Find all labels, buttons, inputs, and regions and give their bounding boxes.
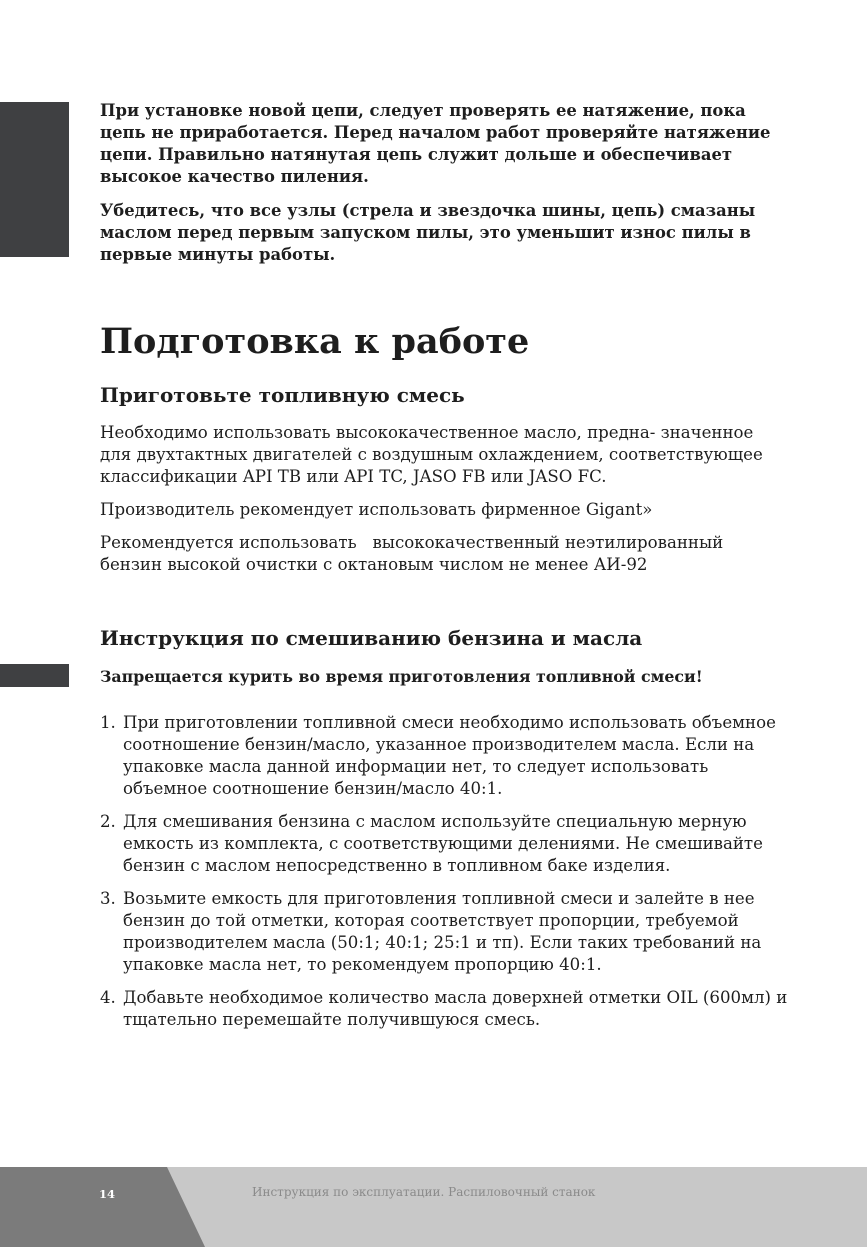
section-tab-marker xyxy=(0,102,69,257)
mixing-instructions-heading: Инструкция по смешиванию бензина и масла xyxy=(100,626,643,650)
step-text: Добавьте необходимое количество масла доверхней отметки OIL (600мл) и тщательно перемешайте получившуюся смесь. xyxy=(123,988,788,1029)
step-number: 1. xyxy=(100,713,116,732)
step-text: Для смешивания бензина с маслом используйте специальную мерную емкость из комплекта, с соответствующими делениями. Не смешивайте бензин с маслом непосредственно в топливном баке изделия. xyxy=(123,812,763,875)
manufacturer-recommendation-paragraph: Производитель рекомендует использовать фирменное Gigant» xyxy=(100,500,653,519)
fuel-mixture-heading: Приготовьте топливную смесь xyxy=(100,383,465,407)
list-item xyxy=(100,987,789,1031)
page-content xyxy=(100,100,789,1029)
step-number: 3. xyxy=(100,889,116,908)
section-tab-marker-secondary xyxy=(0,664,69,687)
intro-paragraph-chain-tension: При установке новой цепи, следует проверять ее натяжение, пока цепь не приработается. Перед началом работ проверяйте натяжение цепи. Правильно натянутая цепь служит дольше и обеспечивает высокое качество пиления. xyxy=(100,101,771,186)
list-item xyxy=(100,888,789,976)
footer-document-title: Инструкция по эксплуатации. Распиловочный станок xyxy=(252,1185,596,1199)
step-text: При приготовлении топливной смеси необходимо использовать объемное соотношение бензин/масло, указанное производителем масла. Если на упаковке масла данной информации нет, то следует использовать объемное соотношение бензин/масло 40:1. xyxy=(123,713,776,798)
page-footer xyxy=(0,1167,867,1247)
list-item xyxy=(100,811,789,877)
step-number: 4. xyxy=(100,988,116,1007)
step-number: 2. xyxy=(100,812,116,831)
fuel-mixture-section xyxy=(100,382,789,576)
page-title: Подготовка к работе xyxy=(100,321,530,362)
step-text: Возьмите емкость для приготовления топливной смеси и залейте в нее бензин до той отметки, которая соответствует пропорции, требуемой производителем масла (50:1; 40:1; 25:1 и тп). Если таких требований на упаковке масла нет, то рекомендуем пропорцию 40:1. xyxy=(123,889,762,974)
mixing-instructions-section xyxy=(100,625,789,1042)
gasoline-recommendation-paragraph: Рекомендуется использовать высококачественный неэтилированный бензин высокой очистки с октановым числом не менее АИ-92 xyxy=(100,533,729,574)
no-smoking-warning: Запрещается курить во время приготовления топливной смеси! xyxy=(100,667,703,686)
list-item xyxy=(100,712,789,800)
intro-paragraph-lubrication: Убедитесь, что все узлы (стрела и звездочка шины, цепь) смазаны маслом перед первым запуском пилы, это уменьшит износ пилы в первые минуты работы. xyxy=(100,201,756,264)
footer-accent-band xyxy=(0,1167,205,1247)
oil-requirements-paragraph: Необходимо использовать высококачественное масло, предна- значенное для двухтактных двигателей с воздушным охлаждением, соответствующее классификации API TB или API TC, JASO FB или JASO FC. xyxy=(100,423,763,486)
page-number: 14 xyxy=(99,1187,116,1201)
mixing-steps-list xyxy=(100,712,789,1031)
